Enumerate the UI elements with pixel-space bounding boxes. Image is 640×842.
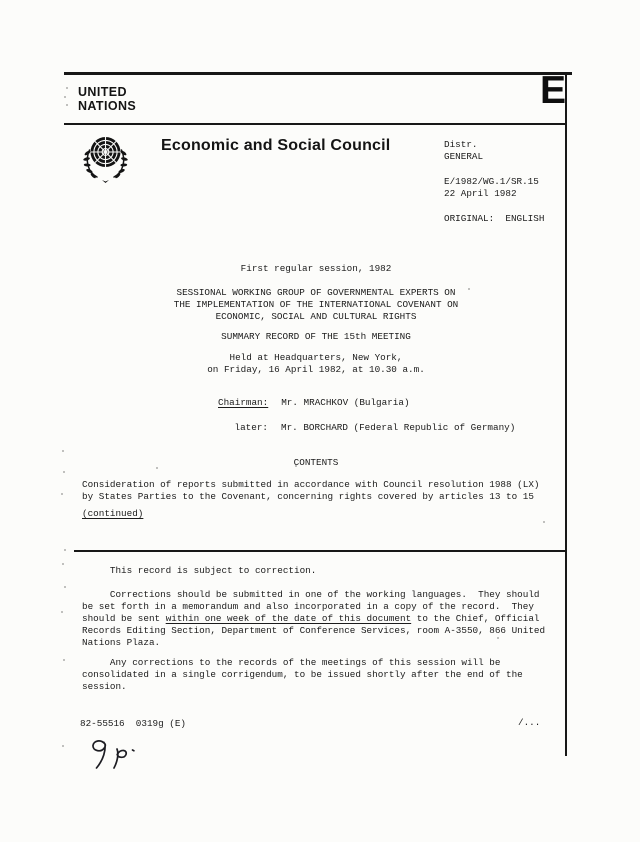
document-series-letter: E (540, 69, 567, 112)
distribution-block (444, 139, 544, 225)
job-number: 82-55516 0319g (E) (80, 718, 187, 729)
chairman-name: Mr. MRACHKOV (Bulgaria) (281, 397, 410, 408)
continuation-mark: /... (518, 717, 541, 728)
scan-speck (62, 563, 64, 565)
distr-type: GENERAL (444, 151, 484, 162)
original-language: ORIGINAL: ENGLISH (444, 213, 545, 224)
continued-note: (continued) (82, 508, 144, 519)
scan-speck (66, 87, 68, 89)
un-emblem-icon (82, 130, 129, 186)
top-border-line (64, 72, 572, 75)
right-border-line (565, 72, 567, 756)
correction-paragraph-2: Any corrections to the records of the meetings of this session will be consolidated in a single corrigendum, to be issued shortly after the end of the session. (82, 657, 523, 692)
contents-heading: CONTENTS (293, 457, 339, 468)
document-symbol: E/1982/WG.1/SR.15 (444, 176, 539, 187)
scan-speck (64, 96, 66, 98)
scan-speck (295, 465, 297, 467)
scan-speck (61, 611, 63, 613)
session-title: First regular session, 1982 (240, 263, 392, 274)
record-title: SUMMARY RECORD OF THE 15th MEETING (221, 331, 411, 342)
correction-note (82, 565, 545, 693)
deadline-phrase: within one week of the date of this document (165, 613, 412, 624)
scan-speck (63, 471, 65, 473)
scan-speck (156, 467, 158, 469)
un-name-line2: NATIONS (78, 98, 137, 113)
header-divider-line (64, 123, 565, 125)
later-chairman-label: later: (234, 422, 268, 433)
un-masthead (78, 86, 136, 113)
officers-block (218, 397, 515, 434)
venue-block: Held at Headquarters, New York, on Friday, 16 April 1982, at 10.30 a.m. (207, 352, 425, 375)
scan-speck (64, 586, 66, 588)
document-date: 22 April 1982 (444, 188, 517, 199)
working-group-title: SESSIONAL WORKING GROUP OF GOVERNMENTAL EXPERTS ON THE IMPLEMENTATION OF THE INTERNATIONAL COVENANT ON ECONOMIC, SOCIAL AND CULTURAL RIGHTS (173, 287, 459, 322)
scan-speck (64, 549, 66, 551)
chairman-label: Chairman: (218, 397, 269, 408)
correction-paragraph-1: Corrections should be submitted in one of the working languages. They should be set forth in a memorandum and also incorporated in a copy of the record. They should be sent within one week of the date of this document to the Chief, Official Records Editing Section, Department of Conference Services, room A-3550, 866 United Nations Plaza. (82, 589, 546, 648)
council-title: Economic and Social Council (161, 137, 391, 154)
un-name-line1: UNITED (78, 85, 127, 99)
handwritten-note (84, 736, 150, 784)
distr-label: Distr. (444, 139, 478, 150)
scan-speck (66, 104, 68, 106)
correction-subject-line: This record is subject to correction. (82, 565, 317, 576)
scan-speck (468, 288, 470, 290)
contents-item: Consideration of reports submitted in accordance with Council resolution 1988 (LX) by States Parties to the Covenant, concerning rights covered by articles 13 to 15 (continued) (82, 479, 540, 519)
scan-speck (497, 637, 499, 639)
scan-speck (62, 450, 64, 452)
scan-speck (63, 659, 65, 661)
footnote-divider-line (74, 550, 566, 552)
scan-speck (543, 521, 545, 523)
later-chairman-name: Mr. BORCHARD (Federal Republic of Germany) (281, 422, 516, 433)
scan-speck (62, 745, 64, 747)
scan-speck (61, 493, 63, 495)
